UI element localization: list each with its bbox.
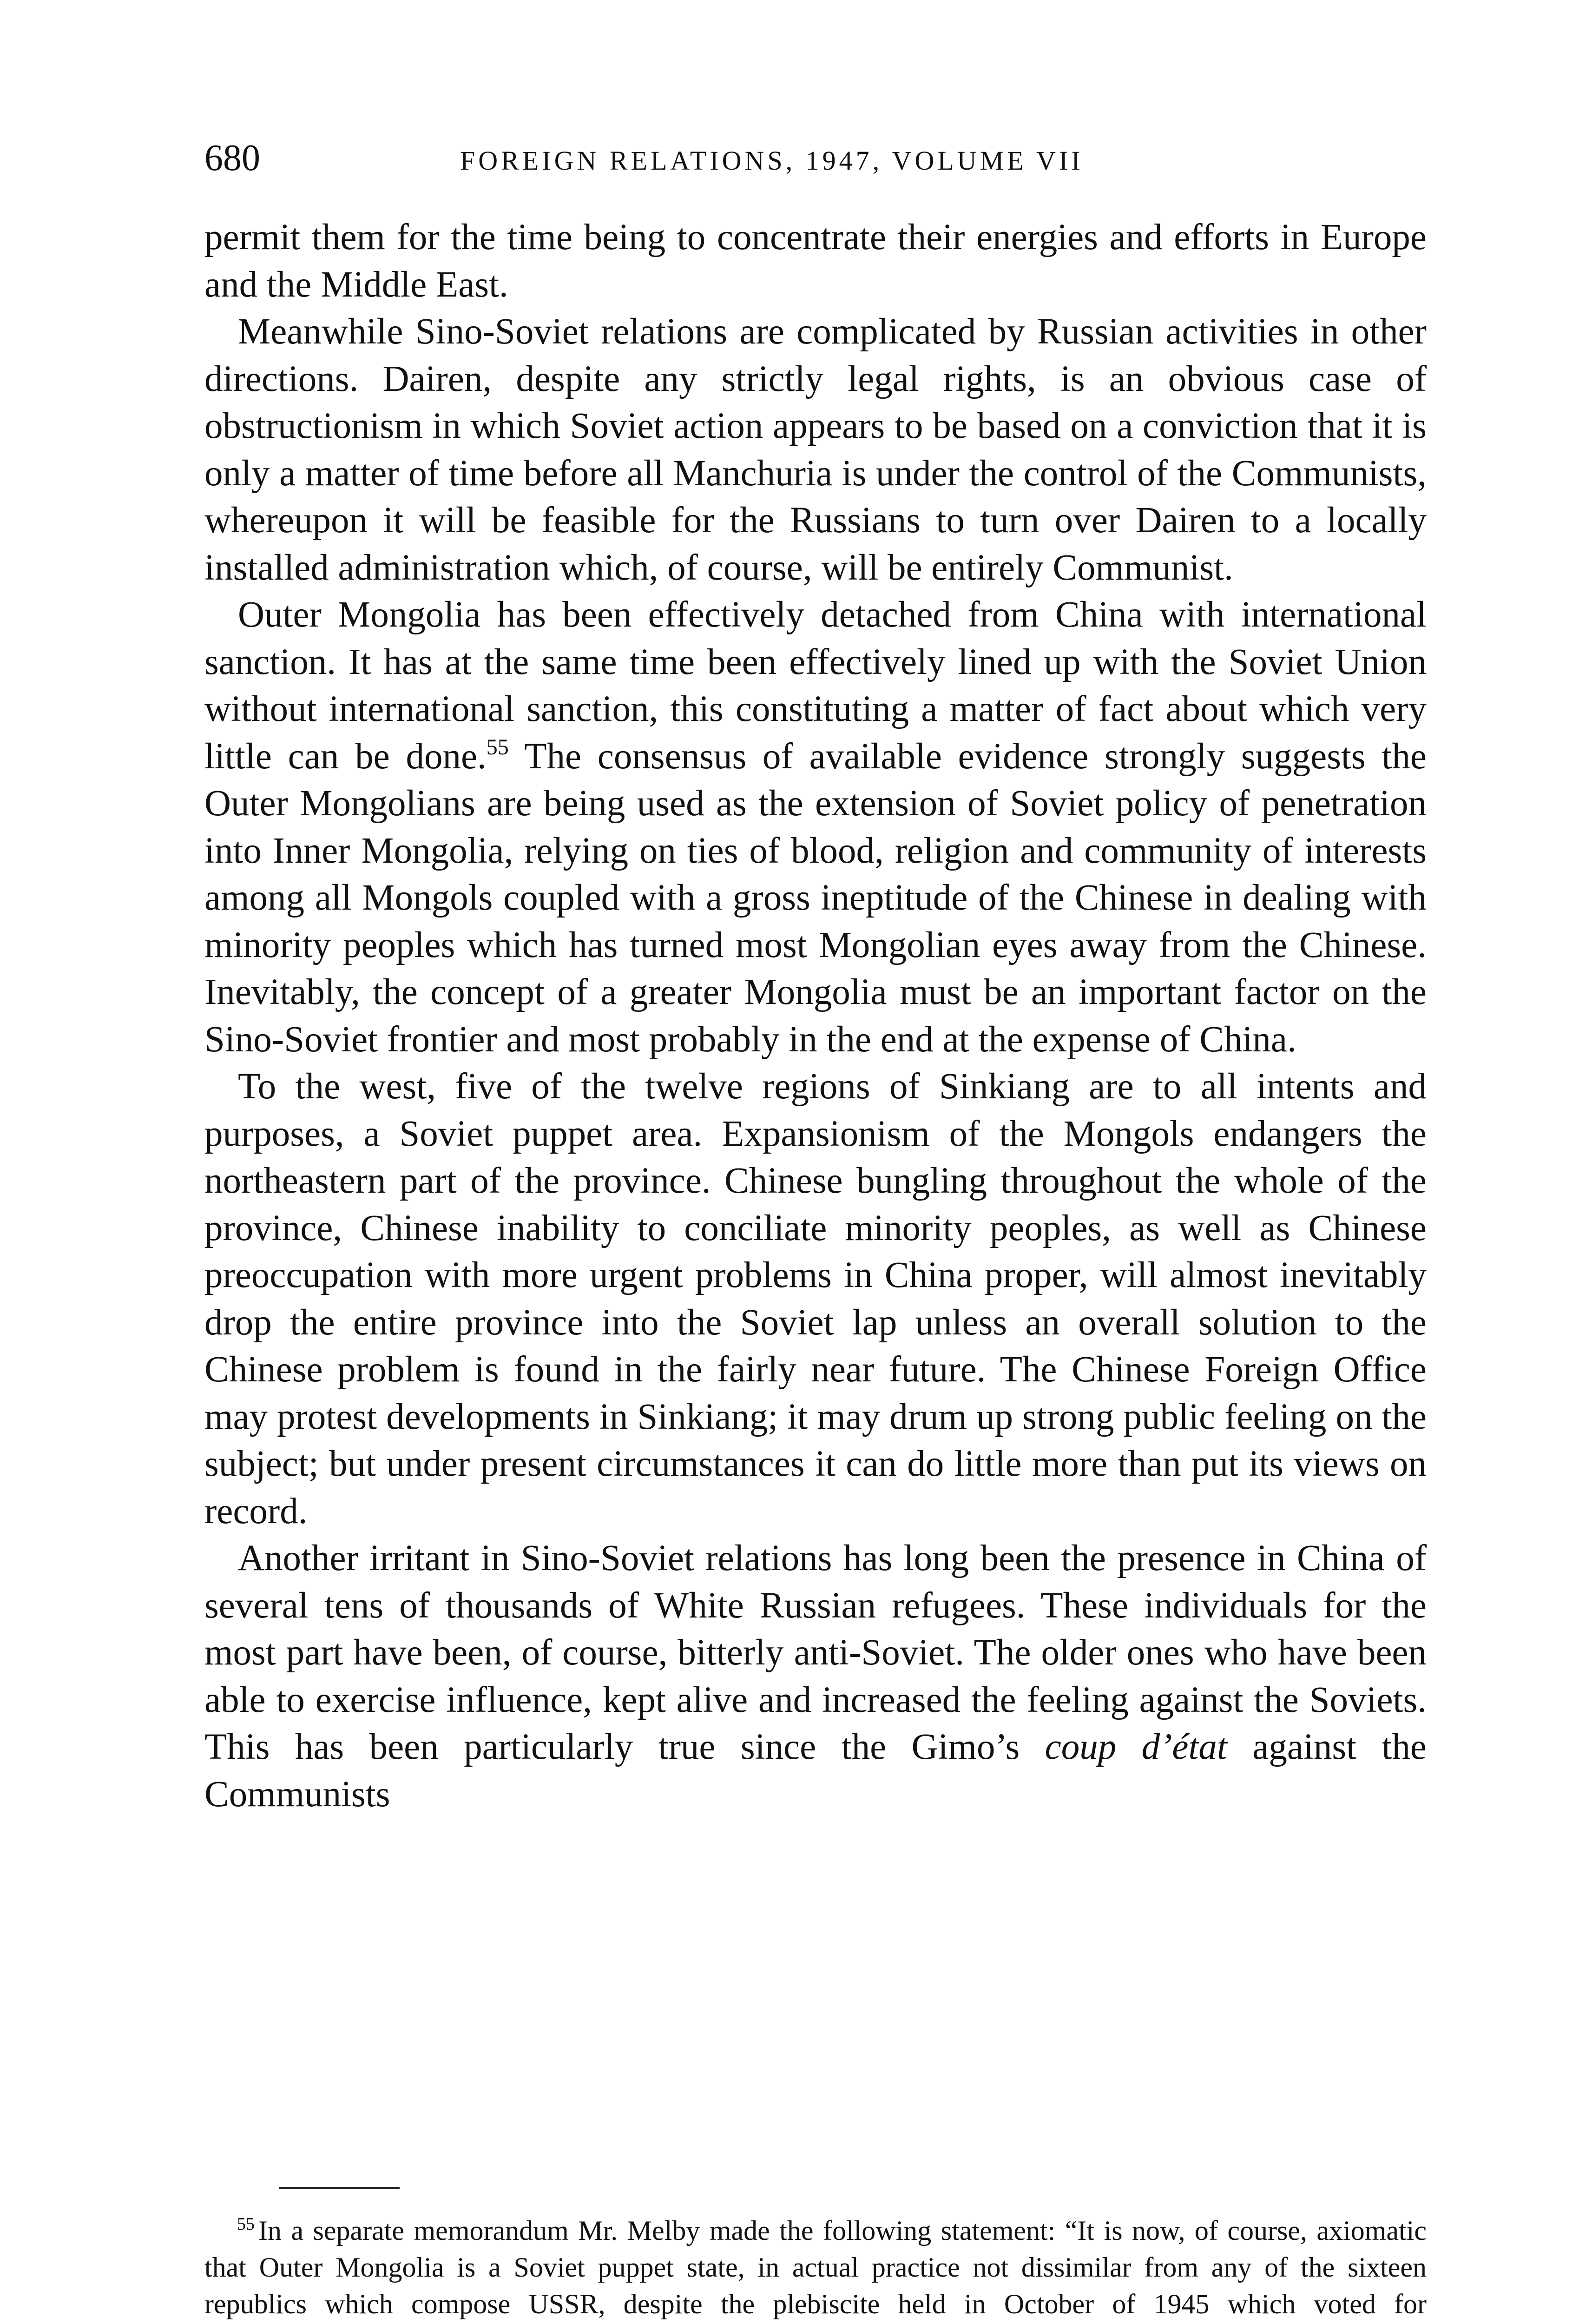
paragraph-3-text-a: Outer Mongolia has been effectively detached from China with international sanction. It has at the same time been effectively lined up with the Soviet Union without international sanction, this constituting a matter of fact about which very little can be done. [204, 594, 1427, 777]
paragraph-5-text-a: Another irritant in Sino-Soviet relations has long been the presence in China of several tens of thousands of White Russian refugees. These individuals for the most part have been, of course, bitterly anti-Soviet. The older ones who have been able to exercise influence, kept alive and increased the feeling against the Soviets. This has been particularly true since the Gimo’s [204, 1538, 1427, 1767]
body-text [204, 214, 1427, 1818]
paragraph-5-text-b: against the Communists [204, 1727, 1427, 1815]
paragraph-5 [204, 1535, 1427, 1818]
paragraph-2: Meanwhile Sino-Soviet relations are complicated by Russian activities in other directions. Dairen, despite any strictly legal rights, is an obvious case of obstructionism in which Soviet action appears to be based on a conviction that it is only a matter of time before all Manchuria is under the control of the Communists, whereupon it will be feasible for the Russians to turn over Dairen to a locally installed administration which, of course, will be entirely Communist. [204, 311, 1427, 588]
paragraph-1: permit them for the time being to concentrate their energies and efforts in Europe and the Middle East. [204, 217, 1427, 305]
footnote [204, 2212, 1427, 2324]
footnote-reference: 55 [486, 734, 509, 759]
footnote-paragraph [204, 2212, 1427, 2324]
footnote-rule [279, 2187, 400, 2189]
paragraph-4: To the west, five of the twelve regions of Sinkiang are to all intents and purposes, a Soviet puppet area. Expansionism of the Mongols endangers the northeastern part of the province. Chinese bungling throughout the whole of the province, Chinese inability to conciliate minority peoples, as well as Chinese preoccupation with more urgent problems in China proper, will almost inevitably drop the entire province into the Soviet lap unless an overall solution to the Chinese problem is found in the fairly near future. The Chinese Foreign Office may protest developments in Sinkiang; it may drum up strong public feeling on the subject; but under present circumstances it can do little more than put its views on record. [204, 1066, 1427, 1532]
footnote-marker: 55 [237, 2214, 255, 2234]
page-number: 680 [204, 138, 260, 178]
italic-phrase: coup d’état [1045, 1727, 1227, 1767]
footnote-text: In a separate memorandum Mr. Melby made the following statement: “It is now, of course, axiomatic that Outer Mongolia is a Soviet puppet state, in actual practice not dissimilar from any of the sixteen republics which compose USSR, despite the plebiscite held in October of 1945 which voted for [204, 2215, 1427, 2319]
paragraph-3-text-b: The consensus of available evidence strongly suggests the Outer Mongolians are being used as the extension of Soviet policy of penetration into Inner Mongolia, relying on ties of blood, religion and community of interests among all Mongols coupled with a gross ineptitude of the Chinese in dealing with minority peoples which has turned most Mongolian eyes away from the Chinese. Inevitably, the concept of a greater Mongolia must be an important factor on the Sino-Soviet frontier and most probably in the end at the expense of China. [204, 736, 1427, 1060]
running-header [204, 135, 1427, 181]
running-title: FOREIGN RELATIONS, 1947, VOLUME VII [460, 145, 1084, 176]
paragraph-3 [204, 591, 1427, 1063]
